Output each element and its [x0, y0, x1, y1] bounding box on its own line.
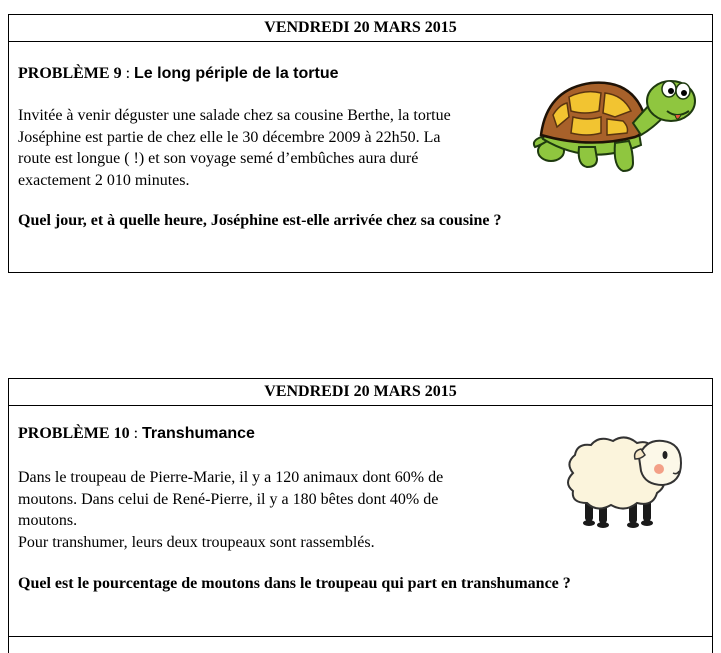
statement-line: Joséphine est partie de chez elle le 30 décembre 2009 à 22h50. La — [18, 128, 441, 146]
statement-line: moutons. — [18, 512, 78, 529]
problem-name: Le long périple de la tortue — [134, 65, 339, 82]
statement-line: route est longue ( !) et son voyage semé d’embûches aura duré — [18, 150, 419, 167]
problem-statement — [18, 467, 443, 553]
bottom-divider — [8, 636, 713, 637]
problem-title — [18, 425, 255, 443]
problem-card-9 — [8, 14, 713, 273]
statement-line: Invitée à venir déguster une salade chez sa cousine Berthe, la tortue — [18, 107, 451, 124]
problem-name: Transhumance — [142, 425, 255, 442]
problem-title — [18, 65, 338, 83]
problem-question: Quel est le pourcentage de moutons dans le troupeau qui part en transhumance ? — [18, 575, 571, 592]
problem-question: Quel jour, et à quelle heure, Joséphine est-elle arrivée chez sa cousine ? — [18, 212, 502, 229]
problem-number: PROBLÈME 10 — [18, 425, 130, 442]
statement-line: exactement 2 010 minutes. — [18, 171, 190, 189]
problem-statement — [18, 105, 451, 191]
statement-line: Pour transhumer, leurs deux troupeaux sont rassemblés. — [18, 533, 375, 551]
problem-number: PROBLÈME 9 — [18, 65, 122, 82]
turtle-illustration — [529, 67, 701, 179]
statement-line: moutons. Dans celui de René-Pierre, il y a 180 bêtes dont 40% de — [18, 490, 439, 508]
title-separator: : — [129, 425, 143, 442]
statement-line: Dans le troupeau de Pierre-Marie, il y a 120 animaux dont 60% de — [18, 469, 444, 486]
problem-card-10 — [8, 378, 713, 653]
card-header-date: VENDREDI 20 MARS 2015 — [9, 15, 712, 42]
sheep-illustration — [559, 429, 689, 531]
title-separator: : — [121, 65, 135, 82]
card-header-date: VENDREDI 20 MARS 2015 — [9, 379, 712, 406]
